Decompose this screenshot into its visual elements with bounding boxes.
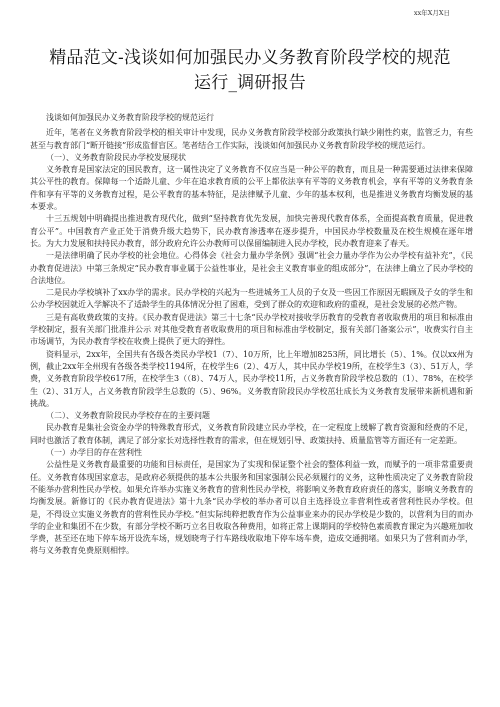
title-line-1: 精品范文-浅谈如何加强民办义务教育阶段学校的规范: [49, 48, 451, 68]
section-heading: （一）、义务教育阶段民办学校发展现状: [46, 152, 186, 162]
intro-heading: 浅谈如何加强民办义务教育阶段学校的规范运行: [46, 113, 214, 122]
document-body: [30, 112, 473, 702]
paragraph: 资料显示，2xx年，全国共有各级各类民办学校1（7）、10万所，比上年增加8253所，同比增长（5）、1%。仅以xx州为例，截止2xx年全州现有各级各类学校1194所，在校学生6（2）、4万人，其中民办学校19所，在校学生3（3）、51万人，学费，义务教育阶段学校617所，在校学生3（（8）、74万人，民办学校11所，占义务教育阶段学校总数的（1）、78%，在校学生（2）、31万人，占义务教育阶段学生总数的（5）、96%。义务教育阶段民办学校茁壮成长为义务教育发展带来新机遇和新挑战。: [30, 349, 473, 408]
subsection-heading: （一）办学目的存在营利性: [46, 448, 142, 458]
paragraph: 民办教育是集社会资金办学的特殊教育形式，义务教育阶段建立民办学校，在一定程度上缓解了教育资源和经费的不足，同时也激活了教育体制，满足了部分家长对选择性教育的需求，但在规划引导、政策扶持、质量监管等方面还有一定差距。: [30, 423, 473, 445]
paragraph: 义务教育是国家法定的国民教育，这一属性决定了义务教育不仅应当是一种公平的教育，而且是一种需要通过法律来保障其公平性的教育。保障每一个适龄儿童、少年在追求教育质的公平上都依法享有平等的义务教育机会，享有平等的义务教育条件和享有平等的义务教育过程，是公平教育的基本特征，是法律赋予儿童、少年的基本权利，也是推进义务教育均衡发展的基本要求。: [30, 165, 473, 212]
section-heading: （二）、义务教育阶段民办学校存在的主要问题: [46, 411, 210, 421]
paragraph: 二是民办学校填补了xx办学的需求。民办学校的兴起为一些进城务工人员的子女及一些因工作原因无暇顾及子女的学生和公办学校因就近入学解决不了适龄学生的具体情况分担了困难，受到了群众的欢迎和政府的重视，是社会发展的必然产物。: [30, 288, 473, 310]
document-title: [20, 46, 480, 96]
document-date: xx年X月X日: [413, 9, 450, 17]
title-line-2: 运行_调研报告: [194, 73, 306, 93]
paragraph: 十三五规划中明确提出推进教育现代化，做到“坚持教育优先发展，加快完善现代教育体系，全面提高教育质量，促进教育公平”。中国教育产业正处于消费升级大趋势下，民办教育渗透率在逐步提升，中国民办学校数量及在校生规模在逐年增长。为大力发展和扶持民办教育，部分政府允许公办教师可以保留编制进入民办学校，民办教育迎来了春天。: [30, 214, 473, 248]
paragraph: 三是有高收费政策的支持。《民办教育促进法》第三十七条“民办学校对接收学历教育的受教育者收取费用的项目和标准由学校制定，报有关部门批准并公示 对其他受教育者收取费用的项目和标准由学校制定，报有关部门备案公示”，收费实行自主市场调节，为民办教育学校在收费上提供了更大的弹性。: [30, 312, 473, 347]
paragraph: 近年，笔者在义务教育阶段学校的相关审计中发现，民办义务教育阶段学校部分政策执行缺少刚性约束，监管乏力，有些甚至与教育部门“断开链接”形成监督盲区。笔者结合工作实际，浅谈如何加强民办义务教育阶段学校的规范运行。: [30, 128, 473, 150]
paragraph: 一是法律明确了民办学校的社会地位。心得体会《社会力量办学条例》强调“社会力量办学作为公办学校有益补充”，《民办教育促进法》中第三条规定“民办教育事业属于公益性事业，是社会主义教育事业的组成部分”，在法律上确立了民办学校的合法地位。: [30, 251, 473, 285]
paragraph: 公益性是义务教育最重要的功能和目标责任，是国家为了实现和保证整个社会的整体利益一致，而赋予的一项非常重要责任。义务教育体现国家意志，是政府必须提供的基本公共服务和国家强制公民必须履行的义务，这种性质决定了义务教育阶段不能举办营利性民办学校。如果允许举办实施义务教育的营利性民办学校，将影响义务教育政府责任的落实，影响义务教育的均衡发展。新修订的《民办教育促进法》第十九条“民办学校的举办者可以自主选择设立非营利性或者营利性民办学校。但是，不得设立实施义务教育的营利性民办学校。”但实际纯粹把教育作为公益事业来办的民办学校是少数的，以营利为目的而办学的企业和集团不在少数，有部分学校不断巧立名目收取各种费用，如将正常上课期间的学校特色素质教育课定为兴趣班加收学费，甚至还在地下停车场开设洗车场，规划晓弯子行车路线收取地下停车场车费，造成交通拥堵。如果只为了营利而办学，将与义务教育免费原则相悖。: [30, 460, 473, 556]
